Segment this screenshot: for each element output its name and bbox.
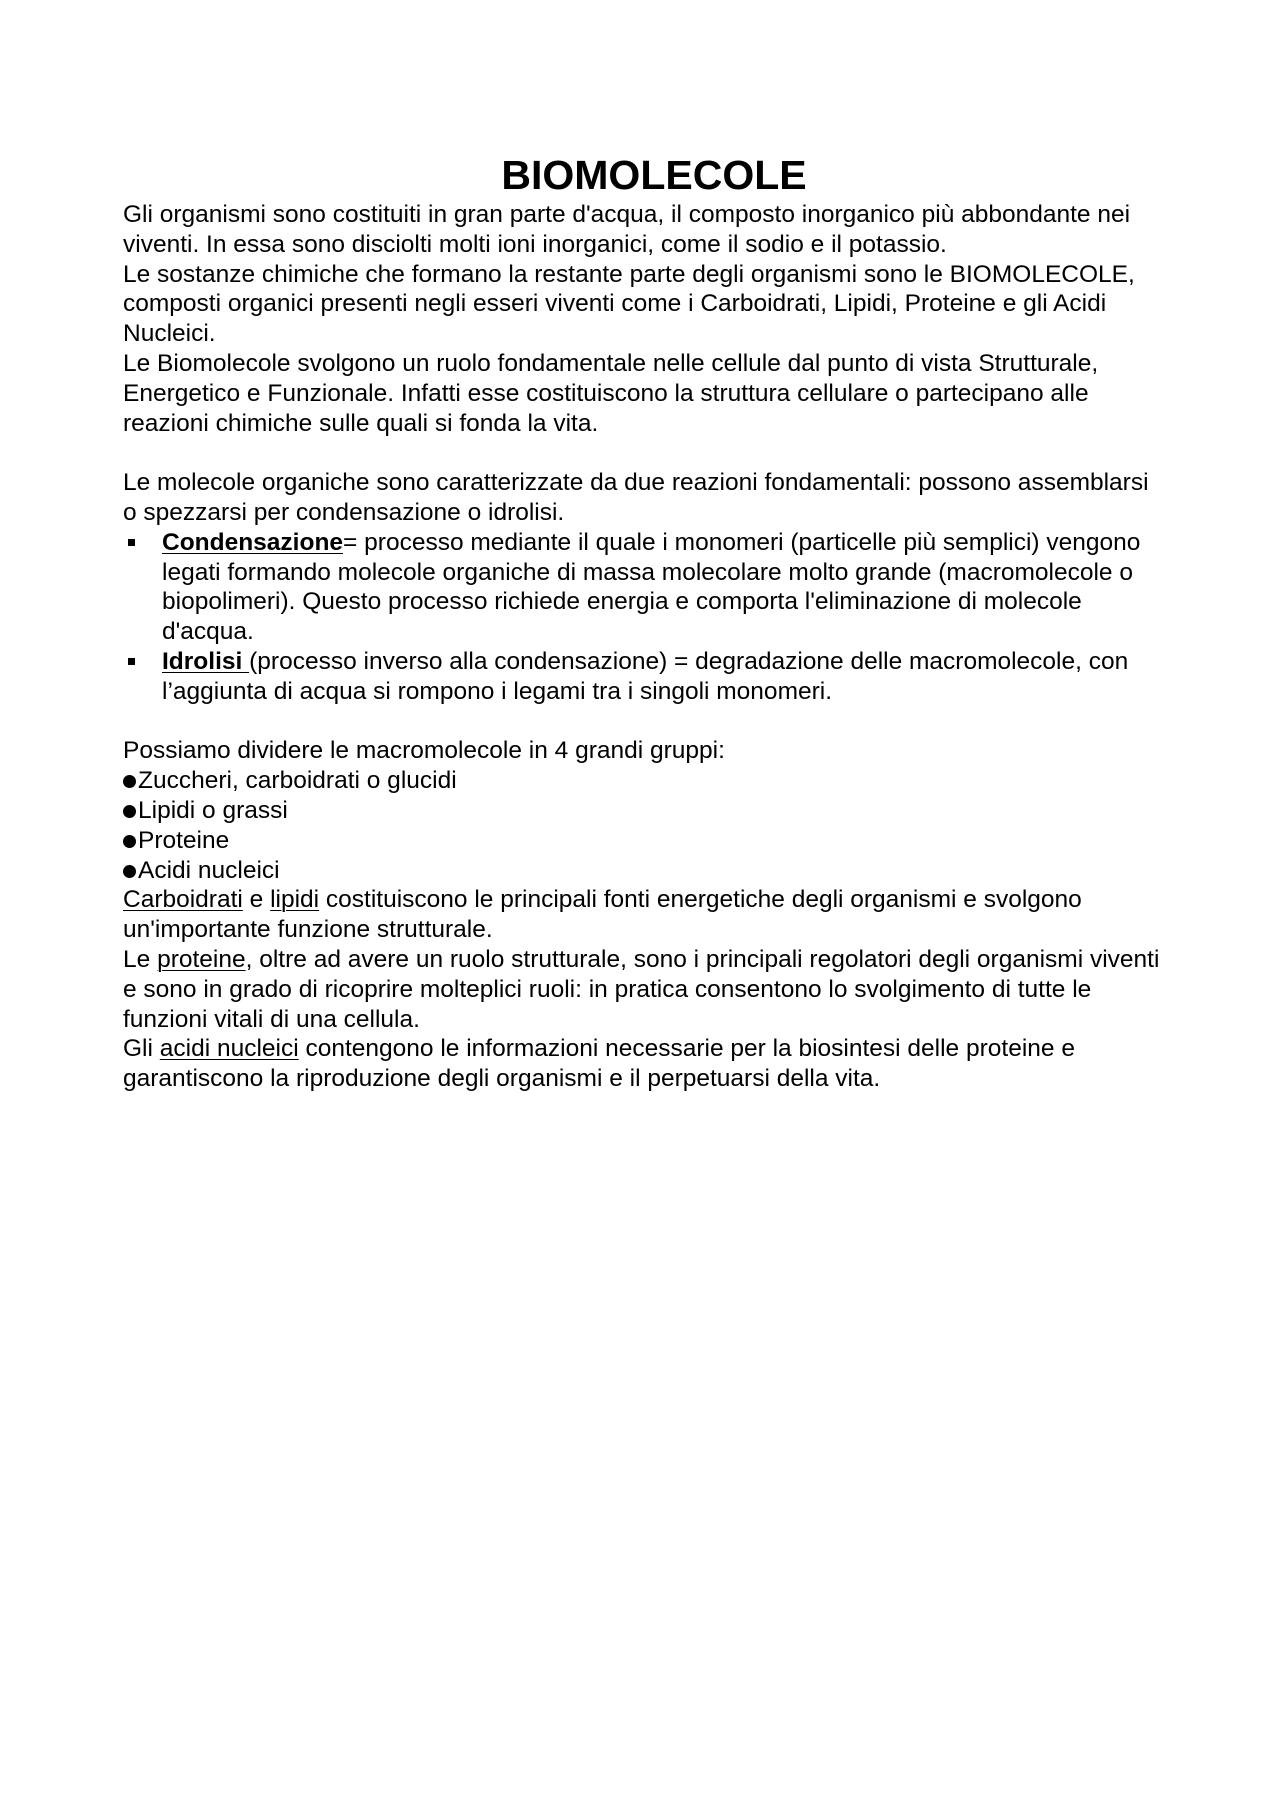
list-item: [123, 796, 1163, 826]
reactions-intro: Le molecole organiche sono caratterizzate da due reazioni fondamentali: possono assemblarsi o spezzarsi per condensazione o idrolisi.: [123, 469, 1149, 526]
term-acidi-nucleici: acidi nucleici: [159, 1035, 299, 1063]
term-lipidi: lipidi: [270, 886, 320, 914]
acidi-nucleici-paragraph: [123, 1034, 1163, 1094]
paragraph-text: contengono le informazioni necessarie per la biosintesi delle proteine e garantiscono la riproduzione degli organismi e il perpetuarsi della vita.: [123, 1035, 1075, 1093]
intro-paragraph-3: Le Biomolecole svolgono un ruolo fondamentale nelle cellule dal punto di vista Strutturale, Energetico e Funzionale. Infatti esse costituiscono la struttura cellulare o partecipano alle reazioni chimiche sulle quali si fonda la vita.: [123, 349, 1099, 437]
term-carboidrati: Carboidrati: [123, 886, 243, 914]
intro-paragraph-2: Le sostanze chimiche che formano la restante parte degli organismi sono le BIOMOLECOLE, composti organici presenti negli esseri viventi come i Carboidrati, Lipidi, Proteine e gli Acidi Nucleici.: [123, 260, 1135, 348]
proteine-paragraph: [123, 945, 1163, 1034]
paragraph-spacer: [123, 707, 1163, 737]
term-proteine: proteine: [157, 945, 246, 973]
bullet-dot-icon: [123, 865, 136, 878]
group-label: Zuccheri, carboidrati o glucidi: [138, 767, 457, 795]
bullet-dot-icon: [123, 775, 136, 788]
term-idrolisi: Idrolisi: [162, 647, 250, 675]
reactions-list: [123, 528, 1163, 707]
document-page: [123, 152, 1163, 1094]
bullet-dot-icon: [123, 805, 136, 818]
term-condensazione: Condensazione: [162, 528, 344, 556]
paragraph-text: costituiscono le principali fonti energetiche degli organismi e svolgono un'importante funzione strutturale.: [123, 886, 1082, 944]
list-item-condensazione: [123, 528, 1163, 647]
groups-list: [123, 766, 1163, 885]
bullet-dot-icon: [123, 835, 136, 848]
paragraph-spacer: [123, 438, 1163, 468]
groups-intro: Possiamo dividere le macromolecole in 4 grandi gruppi:: [123, 737, 725, 765]
connector-text: e: [242, 886, 271, 914]
page-title: BIOMOLECOLE: [501, 152, 807, 198]
carboidrati-lipidi-paragraph: [123, 885, 1163, 945]
group-label: Acidi nucleici: [138, 856, 280, 884]
paragraph-text: , oltre ad avere un ruolo strutturale, sono i principali regolatori degli organismi viventi e sono in grado di ricoprire molteplici ruoli: in pratica consentono lo svolgimento di tutte le funzioni vitali di una cellula.: [123, 945, 1160, 1033]
paragraph-text: Gli: [123, 1035, 160, 1063]
list-item: [123, 826, 1163, 856]
list-item-idrolisi: [123, 647, 1163, 707]
list-item: [123, 856, 1163, 886]
group-label: Lipidi o grassi: [138, 796, 288, 824]
square-bullet-icon: [128, 539, 135, 546]
definition-idrolisi: (processo inverso alla condensazione) = degradazione delle macromolecole, con l’aggiunta di acqua si rompono i legami tra i singoli monomeri.: [162, 647, 1129, 705]
paragraph-text: Le: [123, 945, 158, 973]
square-bullet-icon: [128, 658, 135, 665]
list-item: [123, 766, 1163, 796]
intro-paragraph-1: Gli organismi sono costituiti in gran parte d'acqua, il composto inorganico più abbondante nei viventi. In essa sono disciolti molti ioni inorganici, come il sodio e il potassio.: [123, 201, 1131, 258]
definition-condensazione: = processo mediante il quale i monomeri (particelle più semplici) vengono legati formando molecole organiche di massa molecolare molto grande (macromolecole o biopolimeri). Questo processo richiede energia e comporta l'eliminazione di molecole d'acqua.: [162, 528, 1141, 646]
group-label: Proteine: [138, 826, 230, 854]
